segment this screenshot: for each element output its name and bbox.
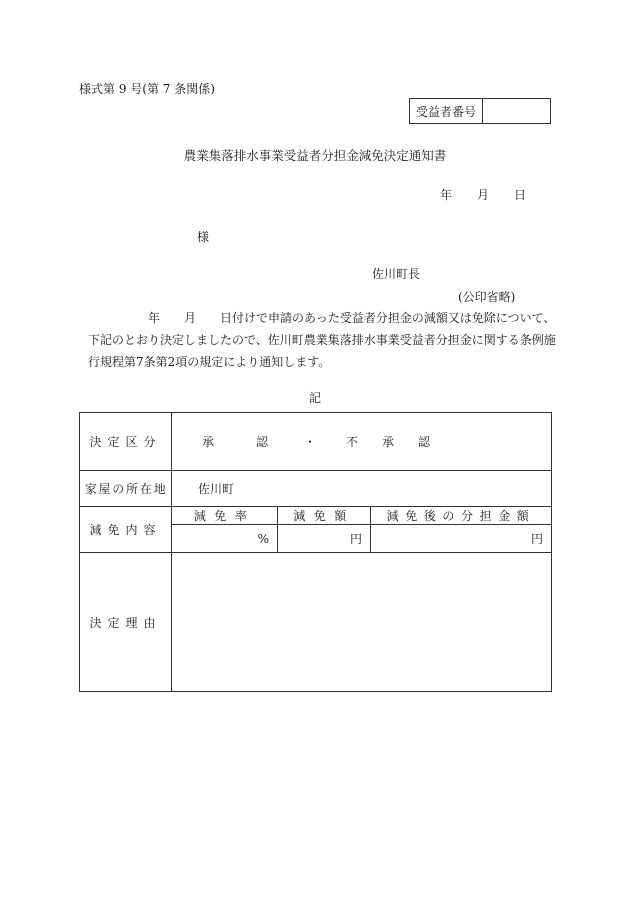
after-amount-header: 減免後の分担金額: [371, 507, 552, 525]
decision-disapprove-option[interactable]: 不 承 認: [346, 435, 437, 449]
detail-table: [79, 412, 552, 692]
reduction-rate-header: 減免率: [172, 507, 278, 525]
body-month: 月: [184, 311, 197, 325]
document-title: 農業集落排水事業受益者分担金減免決定通知書: [183, 148, 447, 163]
reduction-amount-header: 減免額: [278, 507, 371, 525]
reduction-rate-field[interactable]: %: [172, 525, 278, 553]
recipient-number-label: 受益者番号: [410, 99, 483, 123]
after-amount-field[interactable]: 円: [371, 525, 552, 553]
recipient-number-field[interactable]: [483, 99, 550, 123]
reduction-header-row: [80, 507, 552, 525]
reduction-amount-field[interactable]: 円: [278, 525, 371, 553]
decision-separator: ・: [304, 435, 317, 449]
address-row: [80, 471, 552, 507]
decision-approve-option[interactable]: 承 認: [202, 435, 275, 449]
body-text: [88, 307, 558, 373]
body-line-2: 下記のとおり決定しましたので、佐川町農業集落排水事業受益者分担金に関する条例施: [88, 333, 556, 347]
addressee-suffix: 様: [197, 230, 210, 244]
date-line: [440, 186, 526, 203]
form-number: 様式第 9 号(第 7 条関係): [79, 82, 215, 96]
body-line-3: 行規程第7条第2項の規定により通知します。: [88, 355, 331, 369]
address-label: 家屋の所在地: [80, 471, 172, 507]
date-year: 年: [440, 188, 453, 202]
reason-field[interactable]: [172, 553, 552, 692]
reduction-label: 減免内容: [80, 507, 172, 553]
address-value[interactable]: 佐川町: [172, 471, 552, 507]
decision-label: 決定区分: [80, 413, 172, 471]
seal-note: (公印省略): [458, 290, 516, 304]
date-month: 月: [477, 188, 490, 202]
issuer: 佐川町長: [372, 267, 421, 281]
ki-heading: 記: [308, 391, 321, 405]
recipient-number-box: [409, 98, 551, 124]
body-year: 年: [148, 311, 161, 325]
reason-label: 決定理由: [80, 553, 172, 692]
reason-row: [80, 553, 552, 692]
decision-row: [80, 413, 552, 471]
body-line-1: [88, 307, 558, 329]
decision-options: [172, 413, 552, 471]
date-day: 日: [514, 188, 527, 202]
body-line-1-rest: 日付けで申請のあった受益者分担金の減額又は免除について、: [220, 311, 556, 325]
